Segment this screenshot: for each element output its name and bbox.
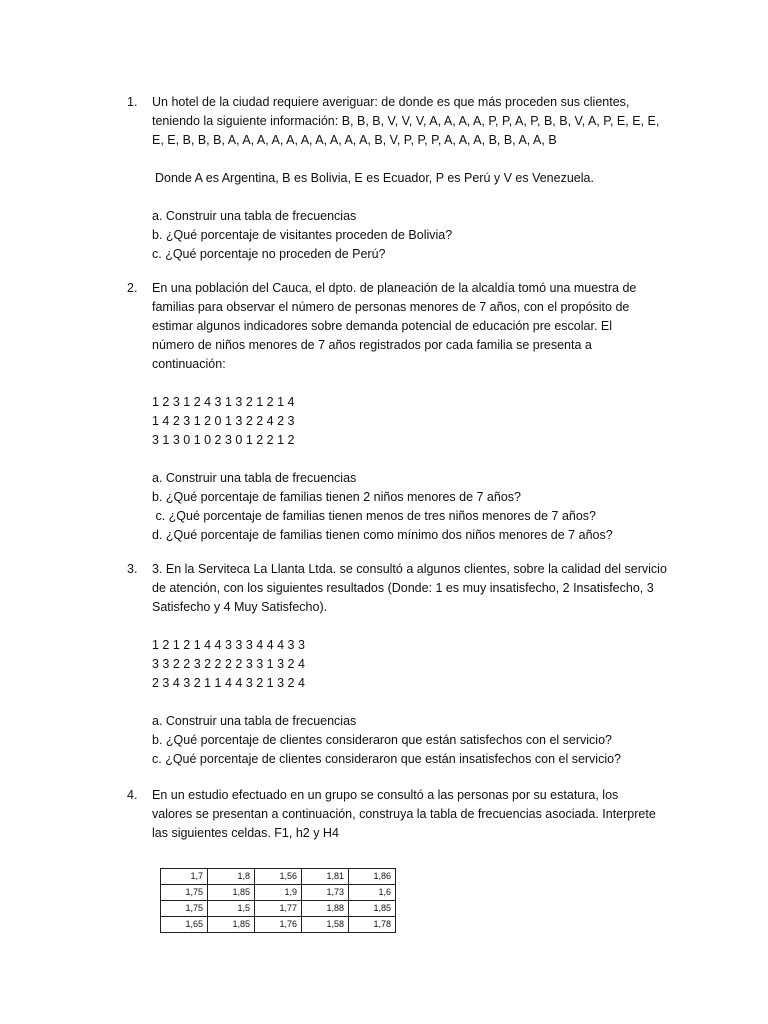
table-cell: 1,85 (208, 917, 255, 933)
question-3-body (152, 560, 672, 769)
question-1-legend: Donde A es Argentina, B es Bolivia, E es Ecuador, P es Perú y V es Venezuela. (155, 171, 594, 185)
table-cell: 1,56 (255, 869, 302, 885)
question-3-item-b: b. ¿Qué porcentaje de clientes consideraron que están satisfechos con el servicio? (152, 733, 612, 747)
question-1-item-a: a. Construir una tabla de frecuencias (152, 209, 357, 223)
question-4-text-line: En un estudio efectuado en un grupo se consultó a las personas por su estatura, los (152, 788, 619, 802)
question-2-item-c: c. ¿Qué porcentaje de familias tienen menos de tres niños menores de 7 años? (152, 509, 597, 523)
question-4-body (152, 786, 672, 843)
question-2-number: 2. (127, 281, 138, 295)
question-3-data-row: 1 2 1 2 1 4 4 3 3 3 4 4 4 3 3 (152, 638, 305, 652)
table-cell: 1,65 (161, 917, 208, 933)
question-2-data-row: 3 1 3 0 1 0 2 3 0 1 2 2 1 2 (152, 433, 295, 447)
table-cell: 1,75 (161, 901, 208, 917)
question-2-text-line: estimar algunos indicadores sobre demanda potencial de educación pre escolar. El (152, 319, 613, 333)
question-2-item-a: a. Construir una tabla de frecuencias (152, 471, 357, 485)
table-row (161, 869, 396, 885)
question-2-data-row: 1 4 2 3 1 2 0 1 3 2 2 4 2 3 (152, 414, 295, 428)
table-cell: 1,75 (161, 885, 208, 901)
question-4-number: 4. (127, 788, 138, 802)
question-3-text-line: Satisfecho y 4 Muy Satisfecho). (152, 600, 328, 614)
table-cell: 1,78 (349, 917, 396, 933)
question-3-item-a: a. Construir una tabla de frecuencias (152, 714, 357, 728)
question-1-item-c: c. ¿Qué porcentaje no proceden de Perú? (152, 247, 386, 261)
table-cell: 1,88 (302, 901, 349, 917)
question-4-text-line: las siguientes celdas. F1, h2 y H4 (152, 826, 339, 840)
question-1-number: 1. (127, 95, 138, 109)
table-cell: 1,85 (208, 885, 255, 901)
question-2-data-row: 1 2 3 1 2 4 3 1 3 2 1 2 1 4 (152, 395, 295, 409)
question-3-text-line: 3. En la Serviteca La Llanta Ltda. se consultó a algunos clientes, sobre la calidad del servicio (152, 562, 667, 576)
table-row (161, 885, 396, 901)
table-cell: 1,8 (208, 869, 255, 885)
question-2-text-line: número de niños menores de 7 años registrados por cada familia se presenta a (152, 338, 592, 352)
table-cell: 1,76 (255, 917, 302, 933)
question-2-text-line: En una población del Cauca, el dpto. de planeación de la alcaldía tomó una muestra de (152, 281, 637, 295)
table-cell: 1,81 (302, 869, 349, 885)
table-cell: 1,5 (208, 901, 255, 917)
table-cell: 1,73 (302, 885, 349, 901)
question-1-text-line: Un hotel de la ciudad requiere averiguar: de donde es que más proceden sus clientes, (152, 95, 630, 109)
table-cell: 1,77 (255, 901, 302, 917)
question-3-number: 3. (127, 562, 138, 576)
question-2-body (152, 279, 672, 545)
question-1-text-line: E, E, B, B, B, A, A, A, A, A, A, A, A, A, A, B, V, P, P, P, A, A, A, B, B, A, A, B (152, 133, 557, 147)
table-cell: 1,7 (161, 869, 208, 885)
table-cell: 1,58 (302, 917, 349, 933)
height-data-table (160, 868, 396, 933)
question-1-item-b: b. ¿Qué porcentaje de visitantes proceden de Bolivia? (152, 228, 453, 242)
table-cell: 1,85 (349, 901, 396, 917)
question-3-data-row: 2 3 4 3 2 1 1 4 4 3 2 1 3 2 4 (152, 676, 305, 690)
table-cell: 1,6 (349, 885, 396, 901)
question-1-body (152, 93, 672, 264)
table-row (161, 901, 396, 917)
table-cell: 1,86 (349, 869, 396, 885)
question-2-text-line: continuación: (152, 357, 226, 371)
question-2-text-line: familias para observar el número de personas menores de 7 años, con el propósito de (152, 300, 630, 314)
question-3-data-row: 3 3 2 2 3 2 2 2 2 3 3 1 3 2 4 (152, 657, 305, 671)
question-4-text-line: valores se presentan a continuación, construya la tabla de frecuencias asociada. Interprete (152, 807, 656, 821)
question-2-item-d: d. ¿Qué porcentaje de familias tienen como mínimo dos niños menores de 7 años? (152, 528, 613, 542)
table-cell: 1,9 (255, 885, 302, 901)
question-3-text-line: de atención, con los siguientes resultados (Donde: 1 es muy insatisfecho, 2 Insatisfecho, 3 (152, 581, 654, 595)
question-1-text-line: teniendo la siguiente información: B, B, B, V, V, V, A, A, A, A, P, P, A, P, B, B, V, A, P, E, E, E, (152, 114, 660, 128)
table-row (161, 917, 396, 933)
question-2-item-b: b. ¿Qué porcentaje de familias tienen 2 niños menores de 7 años? (152, 490, 521, 504)
question-3-item-c: c. ¿Qué porcentaje de clientes consideraron que están insatisfechos con el servicio? (152, 752, 622, 766)
